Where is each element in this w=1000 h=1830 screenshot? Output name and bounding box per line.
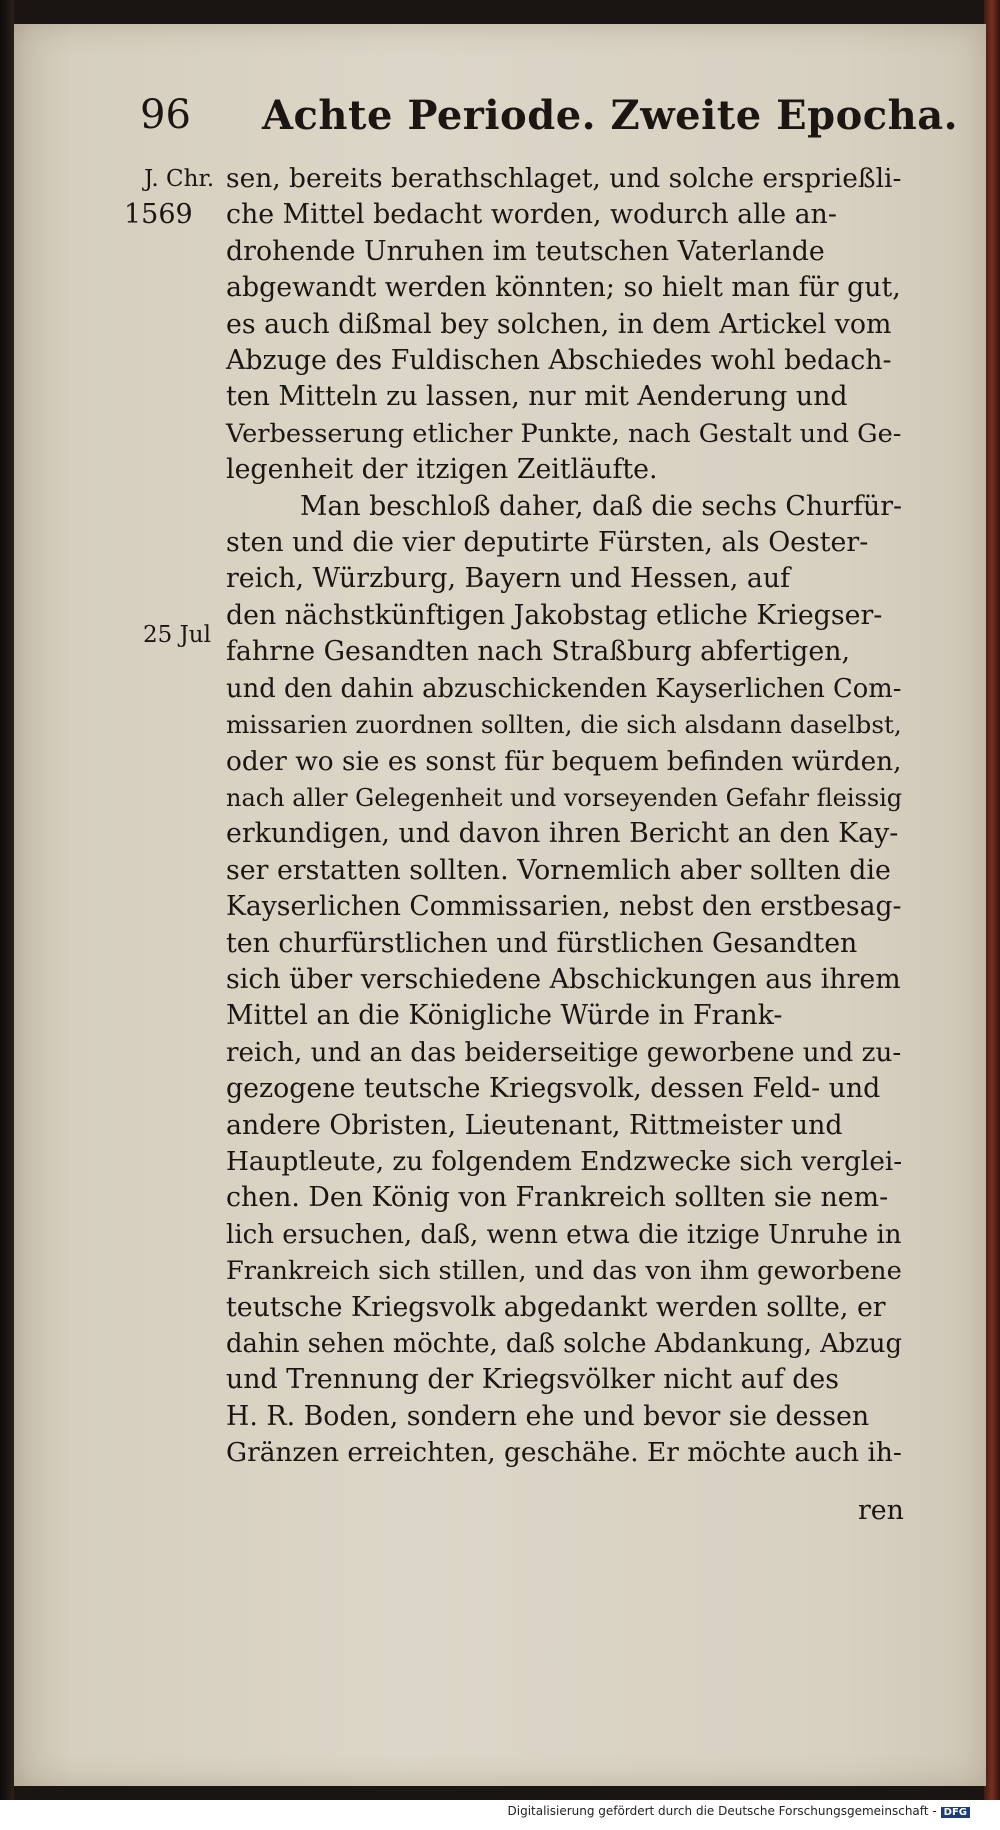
text-line: abgewandt werden könnten; so hielt man für gut,	[226, 272, 901, 304]
book-edge-right	[984, 0, 1000, 1830]
text-line: ten Mitteln zu lassen, nur mit Aenderung und	[226, 381, 848, 413]
text-line: Kayserlichen Commissarien, nebst den erstbesag-	[226, 891, 902, 923]
text-line: sich über verschiedene Abschickungen aus ihrem	[226, 963, 901, 995]
text-line: teutsche Kriegsvolk abgedankt werden sollte, er	[226, 1291, 886, 1323]
text-line: missarien zuordnen sollten, die sich alsdann daselbst,	[226, 710, 902, 740]
text-line: che Mittel bedacht worden, wodurch alle an-	[226, 199, 837, 231]
paragraph-start-line: Man beschloß daher, daß die sechs Churfür-	[300, 490, 903, 522]
text-line: ten churfürstlichen und fürstlichen Gesandten	[226, 927, 858, 959]
text-line: reich, und an das beiderseitige geworbene und zu-	[226, 1037, 902, 1068]
text-line: und Trennung der Kriegsvölker nicht auf des	[226, 1364, 840, 1396]
text-line: den nächstkünftigen Jakobstag etliche Kriegser-	[226, 599, 883, 631]
text-line: ser erstatten sollten. Vornemlich aber sollten die	[226, 854, 891, 886]
margin-year: 1569	[124, 199, 193, 230]
text-line: und den dahin abzuschickenden Kayserlichen Com-	[226, 673, 902, 704]
text-line: Abzuge des Fuldischen Abschiedes wohl bedach-	[226, 345, 892, 377]
page-number: 96	[140, 92, 191, 138]
text-line: nach aller Gelegenheit und vorseyenden Gefahr fleissig	[226, 783, 903, 812]
running-title: Achte Periode. Zweite Epocha.	[262, 92, 959, 139]
margin-date: 25 Jul	[143, 622, 211, 648]
book-edge-left	[0, 0, 14, 1830]
text-line: es auch dißmal bey solchen, in dem Artickel vom	[226, 308, 892, 340]
text-line: chen. Den König von Frankreich sollten sie nem-	[226, 1182, 889, 1214]
text-line: Verbesserung etlicher Punkte, nach Gestalt und Ge-	[226, 418, 902, 449]
digitization-credit	[508, 1804, 971, 1818]
text-line: Hauptleute, zu folgendem Endzwecke sich verglei-	[226, 1146, 903, 1177]
text-line: andere Obristen, Lieutenant, Rittmeister und	[226, 1109, 843, 1141]
text-line: lich ersuchen, daß, wenn etwa die itzige Unruhe in	[226, 1219, 902, 1250]
text-line: Gränzen erreichten, geschähe. Er möchte auch ih-	[226, 1437, 902, 1469]
text-line: sen, bereits berathschlaget, und solche ersprießli-	[226, 163, 902, 194]
text-line: oder wo sie es sonst für bequem befinden würden,	[226, 746, 902, 777]
body-text	[226, 161, 902, 1472]
text-line: drohende Unruhen im teutschen Vaterlande	[226, 235, 825, 267]
credit-text: Digitalisierung gefördert durch die Deutsche Forschungsgemeinschaft -	[507, 1804, 937, 1818]
text-line: Mittel an die Königliche Würde in Frank-	[226, 1000, 783, 1032]
text-line: Frankreich sich stillen, und das von ihm geworbene	[226, 1256, 902, 1287]
margin-era-label: J. Chr.	[144, 166, 215, 192]
text-line: H. R. Boden, sondern ehe und bevor sie dessen	[226, 1400, 870, 1432]
text-line: fahrne Gesandten nach Straßburg abfertigen,	[226, 636, 850, 668]
text-line: sten und die vier deputirte Fürsten, als Oester-	[226, 527, 869, 559]
text-line: reich, Würzburg, Bayern und Hessen, auf	[226, 563, 791, 595]
catchword: ren	[858, 1495, 904, 1526]
dfg-logo: DFG	[941, 1807, 970, 1818]
text-line: gezogene teutsche Kriegsvolk, dessen Feld- und	[226, 1073, 881, 1105]
text-line: erkundigen, und davon ihren Bericht an den Kay-	[226, 818, 899, 850]
text-line: legenheit der itzigen Zeitläufte.	[226, 454, 658, 486]
text-line: dahin sehen möchte, daß solche Abdankung, Abzug	[226, 1329, 903, 1359]
